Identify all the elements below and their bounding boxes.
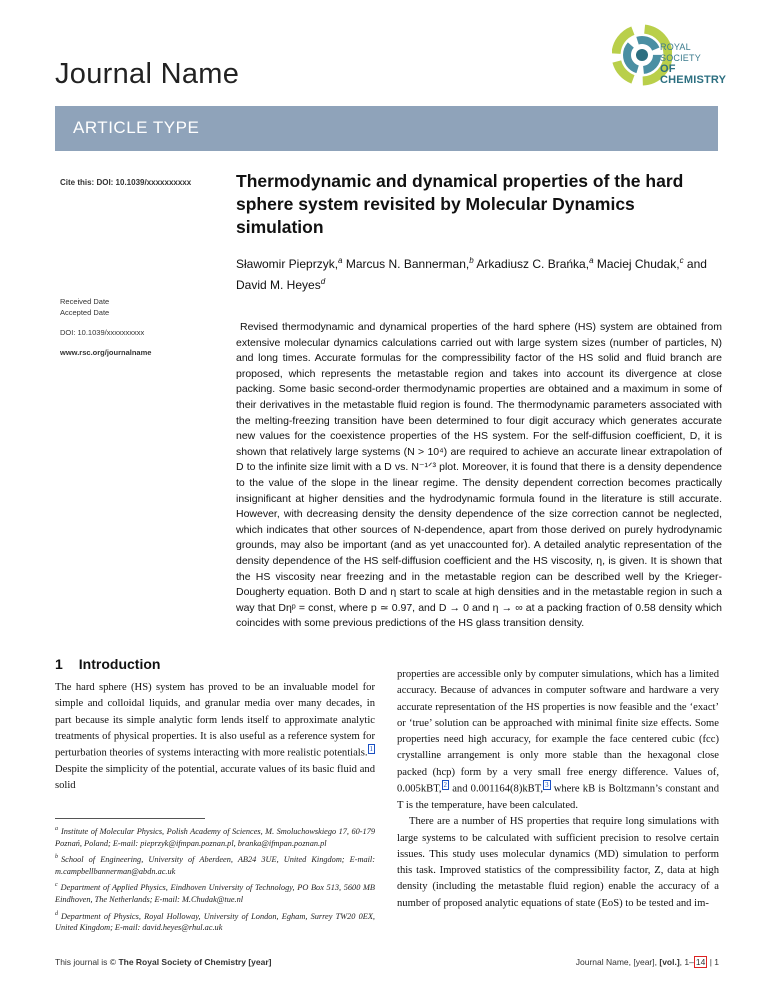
author: and David M. Heyes$^d$ [236, 257, 707, 292]
footnote-divider [55, 818, 205, 819]
body-column-left [55, 680, 375, 795]
affiliations [55, 823, 375, 936]
doi: DOI: 10.1039/xxxxxxxxxx [60, 328, 145, 337]
journal-name: Journal Name [55, 58, 240, 90]
body-column-right [397, 667, 719, 912]
journal-url[interactable]: www.rsc.org/journalname [60, 348, 152, 357]
rsc-logo [612, 20, 732, 90]
received-date: Received Date [60, 297, 110, 306]
author: Marcus N. Bannerman,$^b$ [345, 256, 474, 271]
citation-link[interactable]: 1 [369, 745, 373, 754]
affiliation: $^b$ School of Engineering, University of Aberdeen, AB24 3UE, United Kingdom; E-mail: m.campbellbannerman@abdn.ac.uk [55, 854, 375, 877]
accepted-date: Accepted Date [60, 308, 110, 317]
footer-copyright: This journal is © The Royal Society of Chemistry [year] [55, 957, 272, 967]
article-title: Thermodynamic and dynamical properties of the hard sphere system revisited by Molecular Dynamics simulation [236, 171, 684, 237]
author: Arkadiusz C. Brańka,$^a$ [476, 256, 594, 271]
affiliation: $^a$ Institute of Molecular Physics, Polish Academy of Sciences, M. Smoluchowskiego 17, 60-179 Poznań, Poland; E-mail: pieprzyk@ifmpan.poznan.pl, branka@ifmpan.poznan.pl [55, 826, 375, 848]
affiliation: $^c$ Department of Applied Physics, Eindhoven University of Technology, PO Box 513, 5600 MB Eindhoven, The Netherlands; E-mail: M.Chudak@tue.nl [55, 882, 375, 905]
section-title: Introduction [78, 656, 161, 672]
logo-line-1: ROYAL SOCIETY [660, 42, 701, 63]
sidebar-meta [60, 296, 151, 358]
article-type-label: ARTICLE TYPE [73, 118, 200, 137]
section-heading [55, 656, 160, 672]
article-type-bar [55, 106, 718, 151]
paragraph: There are a number of HS properties that require long simulations with large systems to be calculated with sufficient precision to resolve certain issues. This study uses molecular dynamics (MD) simulation to perform this task. Improved statistics of the compressibility factor, Z, data at high density (including the metastable fluid region) enable the accuracy of a number of proposed analytic equations of state (EoS) to be tested and im- [397, 816, 719, 909]
paragraph: The hard sphere (HS) system has proved to be an invaluable model for simple and colloidal liquids, and granular media over many decades, in part because its simple analytic form lends itself to approximate analytic treatments of physical properties. It is also useful as a reference system for perturbation theories of systems interacting with more realistic potentials. $^1$ Despite the simplicity of the potential, accurate values of its basic fluid and solid [55, 682, 375, 792]
author: Sławomir Pieprzyk,$^a$ [236, 256, 343, 271]
citation-link[interactable]: 3 [545, 781, 549, 790]
footer-citation: Journal Name, [year], [vol.], 1– 14 | 1 [575, 957, 719, 967]
author-list [236, 252, 722, 294]
cite-this: Cite this: DOI: 10.1039/xxxxxxxxxx [60, 178, 192, 187]
page-number: | 1 [707, 957, 719, 967]
abstract: Revised thermodynamic and dynamical properties of the hard sphere (HS) system are obtained from extensive molecular dynamics calculations carried out with large system sizes (number of particles, N) and long times. Accurate formulas for the compressibility factor of the HS solid and fluid branch are proposed, which represents the metastable region and takes into account its divergence at close packing. Some basic second-order thermodynamic properties are obtained and a maximum in some of their derivatives in the metastable fluid region is found. The thermodynamic parameters associated with the melting-freezing transition have been determined to four digit accuracy which generates accurate new values for the coexistence properties of the HS system. For the self-diffusion coefficient, D, it is shown that relatively large systems (N > 10⁴) are required to achieve an accurate linear extrapolation of D to the infinite size limit with a D vs. N⁻¹ᐟ³ plot. Moreover, it is found that there is a density dependence to the value of the slope in the linear regime. The density dependent correction becomes practically insignificant at higher densities and the hydrodynamic formula found in the literature is still accurate. However, with decreasing density the density dependence of the size correction cannot be neglected, which indicates that other sources of N-dependence, apart from those derived on purely hydrodynamic grounds, may also be important (and as yet unaccounted for). A detailed analytic representation of the density dependence of the HS self-diffusion coefficient and the HS viscosity, η, is given. It is shown that the HS viscosity near freezing and in the metastable region can be described well by the Krieger-Dougherty equation. Both D and η start to scale at high densities and in the metastable region in such a way that Dηᵖ = const, where p ≃ 0.97, and D → 0 and η → ∞ at a packing fraction of 0.58 density which coincides with some previous predictions of the HS glass transition density. [236, 321, 722, 630]
citation-link[interactable]: 2 [443, 781, 448, 790]
last-page-link[interactable]: 14 [695, 957, 706, 967]
paragraph: properties are accessible only by computer simulations, which has a limited accuracy. Because of advances in computer software and hardware a very accurate representation of the HS properties is now feasible and the ‘exact’ or ‘true’ solution can be approached with minimal finite size effects. Some properties need high accuracy, for example the face centered cubic (fcc) crystalline arrangement is only more stable than the hexagonal close packed (hcp) form by a very small free energy difference. Values of, 0.005kBT, $^2$ and 0.001164(8)kBT, $^3$ where kB is Boltzmann’s constant and T is the temperature, have been calculated. [397, 669, 719, 811]
section-number: 1 [55, 656, 63, 672]
affiliation: $^d$ Department of Physics, Royal Holloway, University of London, Egham, Surrey TW20 0EX, United Kingdom; E-mail: david.heyes@rhul.ac.uk [55, 910, 375, 933]
logo-line-2: OF CHEMISTRY [660, 63, 727, 86]
author: Maciej Chudak,$^c$ [596, 256, 684, 271]
